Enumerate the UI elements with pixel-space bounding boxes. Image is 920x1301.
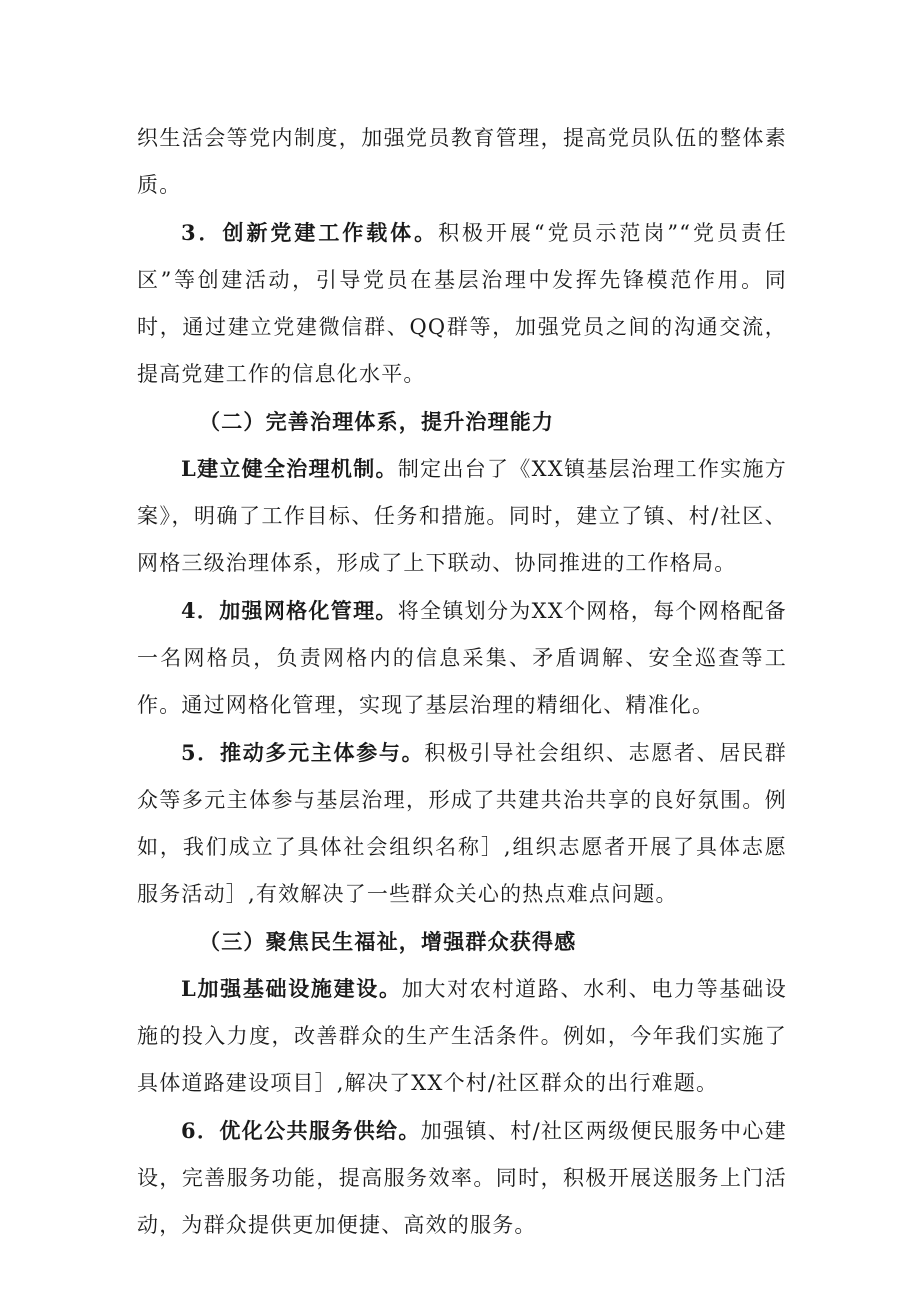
section-3-item-1-body: 加大对农村道路、水利、电力等基础设施的投入力度，改善群众的生产生活条件。例如，今年我们实施了具体道路建设项目］,解决了XX个村/社区群众的出行难题。 [137,977,787,1095]
section-2-item-3-title: 5．推动多元主体参与。 [181,740,425,765]
section-3-item-2-paragraph [137,1107,787,1249]
item-3-title: 3．创新党建工作载体。 [181,220,439,245]
section-2-item-2-body: 将全镇划分为XX个网格，每个网格配备一名网格员，负责网格内的信息采集、矛盾调解、安全巡查等工作。通过网格化管理，实现了基层治理的精细化、精准化。 [137,599,787,717]
item-3-paragraph [137,209,787,398]
section-3-item-2-body: 加强镇、村/社区两级便民服务中心建设，完善服务功能，提高服务效率。同时，积极开展送服务上门活动，为群众提供更加便捷、高效的服务。 [137,1119,787,1237]
section-2-item-3-body: 积极引导社会组织、志愿者、居民群众等多元主体参与基层治理，形成了共建共治共享的良好氛围。例如，我们成立了具体社会组织名称］,组织志愿者开展了具体志愿服务活动］,有效解决了一些群众关心的热点难点问题。 [137,741,788,906]
item-3-body: 积极开展“党员示范岗”“党员责任区”等创建活动，引导党员在基层治理中发挥先锋模范作用。同时，通过建立党建微信群、QQ群等，加强党员之间的沟通交流，提高党建工作的信息化水平。 [137,221,787,386]
section-3-item-1-title: L加强基础设施建设。 [181,976,402,1001]
section-2-item-1-body: 制定出台了《XX镇基层治理工作实施方案》，明确了工作目标、任务和措施。同时，建立了镇、村/社区、网格三级治理体系，形成了上下联动、协同推进的工作格局。 [137,457,788,575]
section-2-heading: （二）完善治理体系，提升治理能力 [199,409,555,434]
section-3-heading: （三）聚焦民生福祉，增强群众获得感 [199,929,577,954]
document-page [137,115,787,1249]
section-2-item-3-paragraph [137,729,787,918]
section-2-item-1-title: L建立健全治理机制。 [181,456,398,481]
section-2-item-2-paragraph [137,587,787,729]
section-3-item-1-paragraph [137,965,787,1107]
intro-paragraph-tail: 织生活会等党内制度，加强党员教育管理，提高党员队伍的整体素质。 [137,126,787,197]
section-2-item-2-title: 4．加强网格化管理。 [181,598,398,623]
section-3-item-2-title: 6．优化公共服务供给。 [181,1118,421,1143]
section-2-item-1-paragraph [137,445,787,587]
